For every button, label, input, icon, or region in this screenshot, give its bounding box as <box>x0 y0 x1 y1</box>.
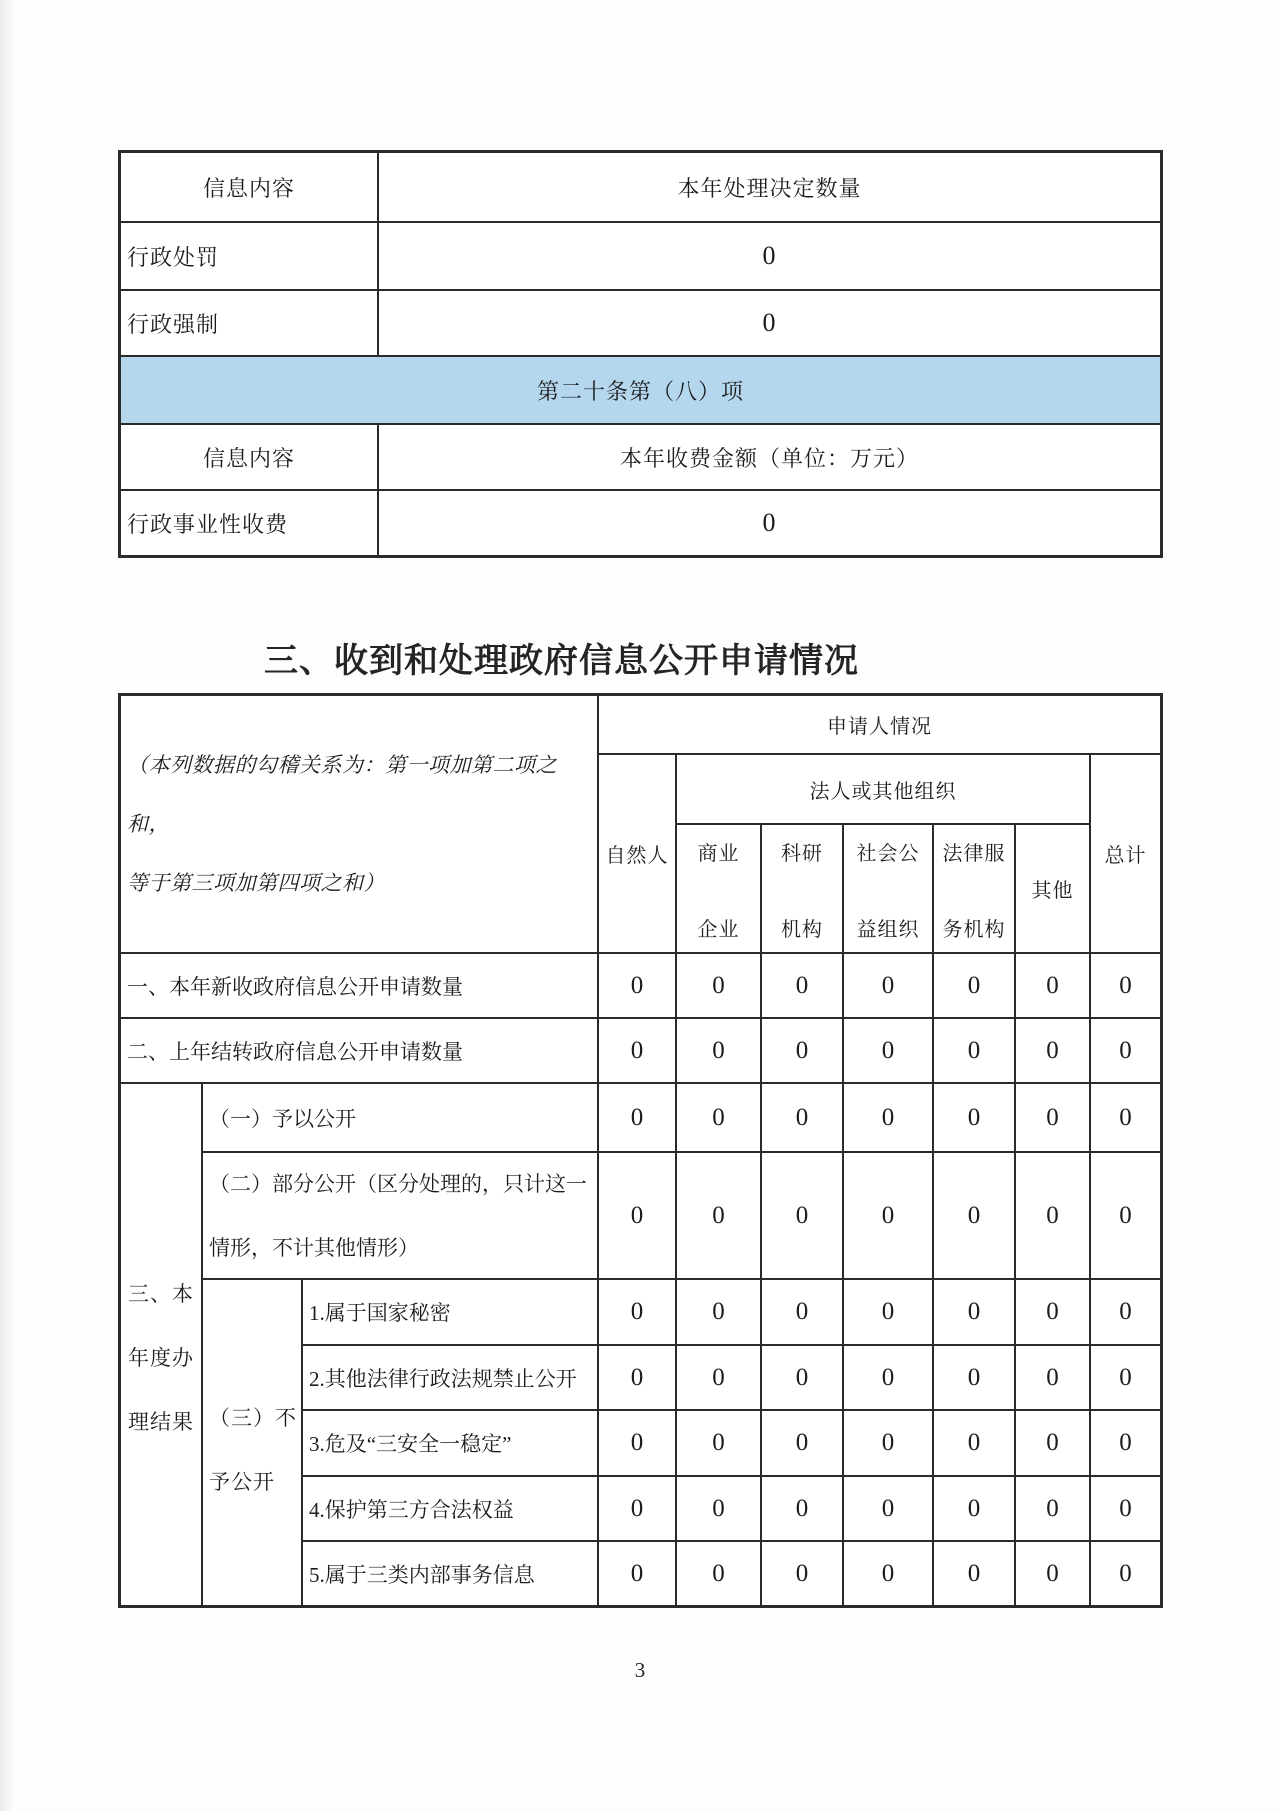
value-cell: 0 <box>677 1411 760 1475</box>
value-cell: 0 <box>677 1542 760 1605</box>
header-commercial-l2: 企业 <box>697 919 740 941</box>
value-cell: 0 <box>599 1280 675 1344</box>
value-cell: 0 <box>1016 1542 1089 1605</box>
header-research-l1: 科研 <box>781 843 823 865</box>
value-cell: 0 <box>844 1153 932 1278</box>
value-cell: 0 <box>762 1411 842 1475</box>
value-cell: 0 <box>844 954 932 1017</box>
header-commercial-enterprise <box>677 825 760 952</box>
value-cell: 0 <box>1016 1346 1089 1409</box>
value-cell: 0 <box>762 1019 842 1082</box>
row-endanger-label: 3.危及“三安全一稳定” <box>303 1411 597 1475</box>
table1-header-value: 本年处理决定数量 <box>379 153 1160 221</box>
header-total: 总计 <box>1091 755 1160 952</box>
row-partial-l2: 情形，不计其他情形） <box>209 1235 419 1260</box>
header-applicant-status: 申请人情况 <box>599 696 1160 753</box>
applications-table <box>118 693 1163 1608</box>
page-number: 3 <box>634 1658 646 1682</box>
value-cell: 0 <box>1016 1280 1089 1344</box>
value-cell: 0 <box>762 1346 842 1409</box>
value-cell: 0 <box>1091 954 1160 1017</box>
value-cell: 0 <box>844 1084 932 1151</box>
header-social-l2: 益组织 <box>856 919 920 941</box>
value-cell: 0 <box>1016 1477 1089 1540</box>
row-law-forbid-label: 2.其他法律行政法规禁止公开 <box>303 1346 597 1409</box>
table1-header2-value: 本年收费金额（单位：万元） <box>379 425 1160 489</box>
value-cell: 0 <box>934 1084 1014 1151</box>
value-cell: 0 <box>844 1019 932 1082</box>
group-annual-results-l1: 三、本 <box>128 1281 194 1306</box>
value-cell: 0 <box>1091 1346 1160 1409</box>
value-cell: 0 <box>934 1542 1014 1605</box>
header-commercial-l1: 商业 <box>697 843 740 865</box>
value-cell: 0 <box>934 1019 1014 1082</box>
header-legal-org: 法人或其他组织 <box>677 755 1089 823</box>
row-admin-enforce-value: 0 <box>379 291 1160 355</box>
header-legal-service-l2: 务机构 <box>942 919 1006 941</box>
header-legal-service-org <box>934 825 1014 952</box>
value-cell: 0 <box>762 1542 842 1605</box>
group-refusal-l2: 予公开 <box>209 1469 275 1494</box>
value-cell: 0 <box>599 1346 675 1409</box>
header-social-welfare-org <box>844 825 932 952</box>
value-cell: 0 <box>599 954 675 1017</box>
value-cell: 0 <box>1016 1084 1089 1151</box>
value-cell: 0 <box>934 1411 1014 1475</box>
value-cell: 0 <box>844 1411 932 1475</box>
row-carryover-applications-label: 二、上年结转政府信息公开申请数量 <box>121 1019 597 1082</box>
header-other: 其他 <box>1016 825 1089 952</box>
row-state-secret-label: 1.属于国家秘密 <box>303 1280 597 1344</box>
value-cell: 0 <box>762 1084 842 1151</box>
row-admin-fee-label: 行政事业性收费 <box>121 491 377 555</box>
header-natural-person: 自然人 <box>599 755 675 952</box>
value-cell: 0 <box>934 954 1014 1017</box>
group-refusal-label <box>203 1280 301 1605</box>
header-legal-service-l1: 法律服 <box>942 843 1006 865</box>
value-cell: 0 <box>599 1477 675 1540</box>
header-research-institution <box>762 825 842 952</box>
value-cell: 0 <box>844 1477 932 1540</box>
value-cell: 0 <box>677 1477 760 1540</box>
value-cell: 0 <box>1091 1542 1160 1605</box>
value-cell: 0 <box>934 1346 1014 1409</box>
table1-header2-label: 信息内容 <box>121 425 377 489</box>
value-cell: 0 <box>599 1019 675 1082</box>
value-cell: 0 <box>599 1411 675 1475</box>
value-cell: 0 <box>599 1084 675 1151</box>
scan-edge-shadow <box>0 0 14 1811</box>
value-cell: 0 <box>844 1346 932 1409</box>
value-cell: 0 <box>762 954 842 1017</box>
value-cell: 0 <box>677 954 760 1017</box>
group-refusal-l1: （三）不 <box>209 1405 297 1430</box>
header-social-l1: 社会公 <box>856 843 920 865</box>
note-line-1: （本列数据的勾稽关系为：第一项加第二项之和， <box>127 752 557 836</box>
value-cell: 0 <box>1016 1411 1089 1475</box>
group-annual-results-l3: 理结果 <box>128 1409 194 1434</box>
value-cell: 0 <box>934 1280 1014 1344</box>
row-granted-label: （一）予以公开 <box>203 1084 597 1151</box>
value-cell: 0 <box>677 1280 760 1344</box>
table2-note-cell <box>121 696 597 952</box>
row-admin-enforce-label: 行政强制 <box>121 291 377 355</box>
value-cell: 0 <box>844 1280 932 1344</box>
value-cell: 0 <box>1091 1411 1160 1475</box>
value-cell: 0 <box>1016 1153 1089 1278</box>
value-cell: 0 <box>1091 1084 1160 1151</box>
row-admin-fee-value: 0 <box>379 491 1160 555</box>
row-admin-penalty-label: 行政处罚 <box>121 223 377 289</box>
section-heading: 三、收到和处理政府信息公开申请情况 <box>264 642 859 680</box>
value-cell: 0 <box>762 1280 842 1344</box>
value-cell: 0 <box>599 1153 675 1278</box>
value-cell: 0 <box>1091 1153 1160 1278</box>
row-internal-info-label: 5.属于三类内部事务信息 <box>303 1542 597 1605</box>
table1-header-label: 信息内容 <box>121 153 377 221</box>
row-partial-l1: （二）部分公开（区分处理的，只计这一 <box>209 1171 587 1196</box>
row-admin-penalty-value: 0 <box>379 223 1160 289</box>
value-cell: 0 <box>677 1346 760 1409</box>
value-cell: 0 <box>762 1153 842 1278</box>
value-cell: 0 <box>762 1477 842 1540</box>
value-cell: 0 <box>934 1153 1014 1278</box>
row-partial-label <box>203 1153 597 1278</box>
row-third-party-label: 4.保护第三方合法权益 <box>303 1477 597 1540</box>
header-research-l2: 机构 <box>781 919 823 941</box>
value-cell: 0 <box>1016 1019 1089 1082</box>
article-20-item-8-banner: 第二十条第（八）项 <box>121 357 1160 423</box>
value-cell: 0 <box>1091 1477 1160 1540</box>
value-cell: 0 <box>677 1084 760 1151</box>
value-cell: 0 <box>1091 1280 1160 1344</box>
value-cell: 0 <box>677 1019 760 1082</box>
note-line-2: 等于第三项加第四项之和） <box>127 870 385 895</box>
value-cell: 0 <box>1091 1019 1160 1082</box>
value-cell: 0 <box>1016 954 1089 1017</box>
value-cell: 0 <box>677 1153 760 1278</box>
decisions-fees-table <box>118 150 1163 558</box>
group-annual-results-l2: 年度办 <box>128 1345 194 1370</box>
value-cell: 0 <box>934 1477 1014 1540</box>
row-new-applications-label: 一、本年新收政府信息公开申请数量 <box>121 954 597 1017</box>
group-annual-results-label <box>121 1084 201 1605</box>
value-cell: 0 <box>844 1542 932 1605</box>
value-cell: 0 <box>599 1542 675 1605</box>
